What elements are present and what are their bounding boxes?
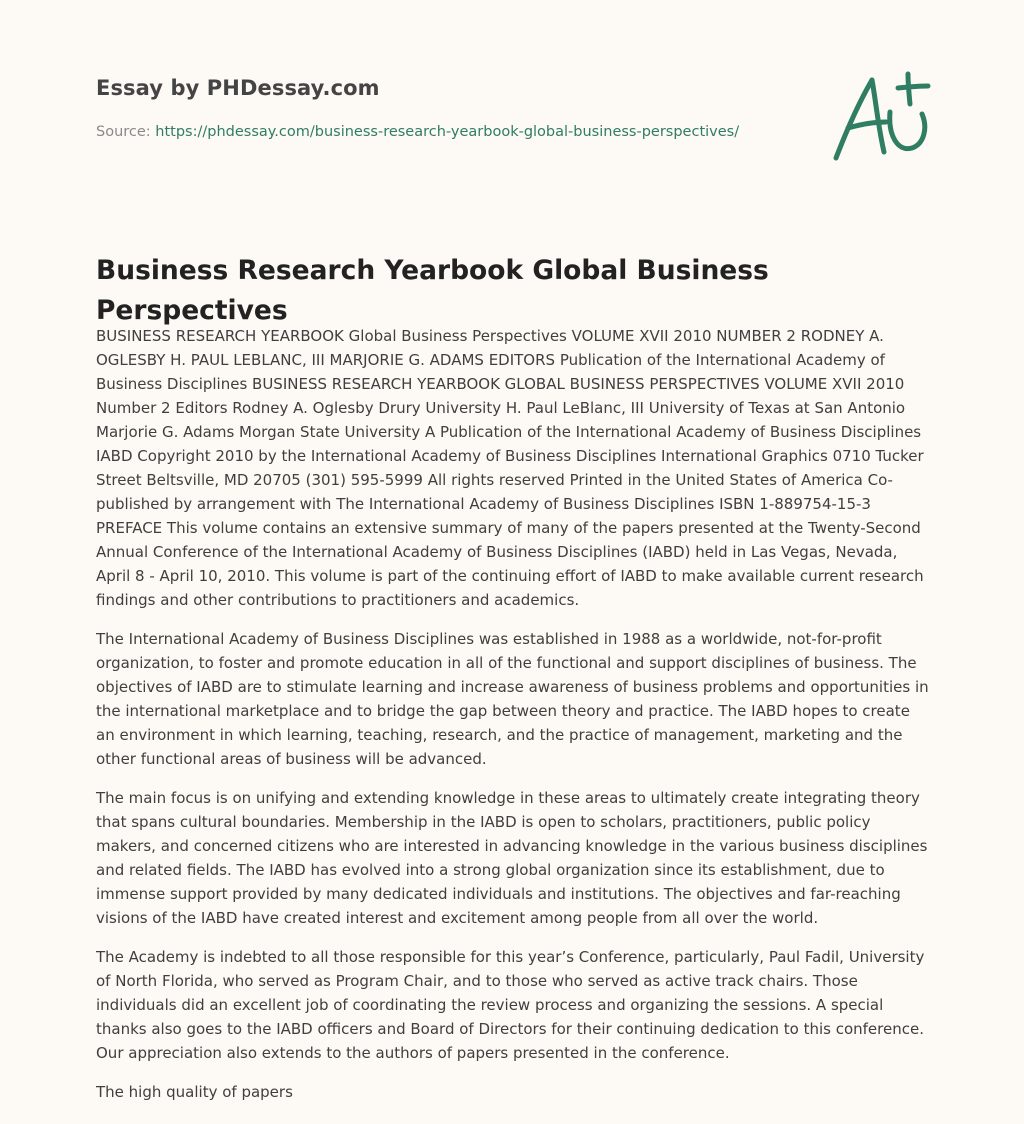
source-line: [96, 124, 739, 140]
essay-paragraph: BUSINESS RESEARCH YEARBOOK Global Business Perspectives VOLUME XVII 2010 NUMBER 2 RODNEY A. OGLESBY H. PAUL LEBLANC, III MARJORIE G. ADAMS EDITORS Publication of the International Academy of Business Disciplines BUSINESS RESEARCH YEARBOOK GLOBAL BUSINESS PERSPECTIVES VOLUME XVII 2010 Number 2 Editors Rodney A. Oglesby Drury University H. Paul LeBlanc, III University of Texas at San Antonio Marjorie G. Adams Morgan State University A Publication of the International Academy of Business Disciplines IABD Copyright 2010 by the International Academy of Business Disciplines International Graphics 0710 Tucker Street Beltsville, MD 20705 (301) 595-5999 All rights reserved Printed in the United States of America Co-published by arrangement with The International Academy of Business Disciplines ISBN 1-889754-15-3 PREFACE This volume contains an extensive summary of many of the papers presented at the Twenty-Second Annual Conference of the International Academy of Business Disciplines (IABD) held in Las Vegas, Nevada, April 8 - April 10, 2010. This volume is part of the continuing effort of IABD to make available current research findings and other contributions to practitioners and academics.: [96, 327, 924, 609]
site-title: Essay by PHDessay.com: [96, 76, 380, 100]
essay-paragraph: The main focus is on unifying and extending knowledge in these areas to ultimately create integrating theory that spans cultural boundaries. Membership in the IABD is open to scholars, practitioners, public policy makers, and concerned citizens who are interested in advancing knowledge in the various business disciplines and related fields. The IABD has evolved into a strong global organization since its establishment, due to immense support provided by many dedicated individuals and institutions. The objectives and far-reaching visions of the IABD have created interest and excitement among people from all over the world.: [96, 789, 928, 927]
source-link[interactable]: https://phdessay.com/business-research-yearbook-global-business-perspectives/: [155, 124, 740, 140]
a-plus-logo-icon: [828, 66, 932, 166]
essay-paragraph: The International Academy of Business Disciplines was established in 1988 as a worldwide, not-for-profit organization, to foster and promote education in all of the functional and support disciplines of business. The objectives of IABD are to stimulate learning and increase awareness of business problems and opportunities in the international marketplace and to bridge the gap between theory and practice. The IABD hopes to create an environment in which learning, teaching, research, and the practice of management, marketing and the other functional areas of business will be advanced.: [96, 630, 929, 768]
page-header: [96, 0, 928, 200]
essay-body: [96, 324, 930, 1119]
essay-title: Business Research Yearbook Global Business Perspectives: [96, 255, 769, 326]
source-label: Source:: [96, 124, 151, 140]
essay-paragraph: The Academy is indebted to all those responsible for this year’s Conference, particularly, Paul Fadil, University of North Florida, who served as Program Chair, and to those who served as active track chairs. Those individuals did an excellent job of coordinating the review process and organizing the sessions. A special thanks also goes to the IABD officers and Board of Directors for their continuing dedication to this conference. Our appreciation also extends to the authors of papers presented in the conference.: [96, 948, 925, 1062]
essay-paragraph: The high quality of papers: [96, 1083, 293, 1101]
